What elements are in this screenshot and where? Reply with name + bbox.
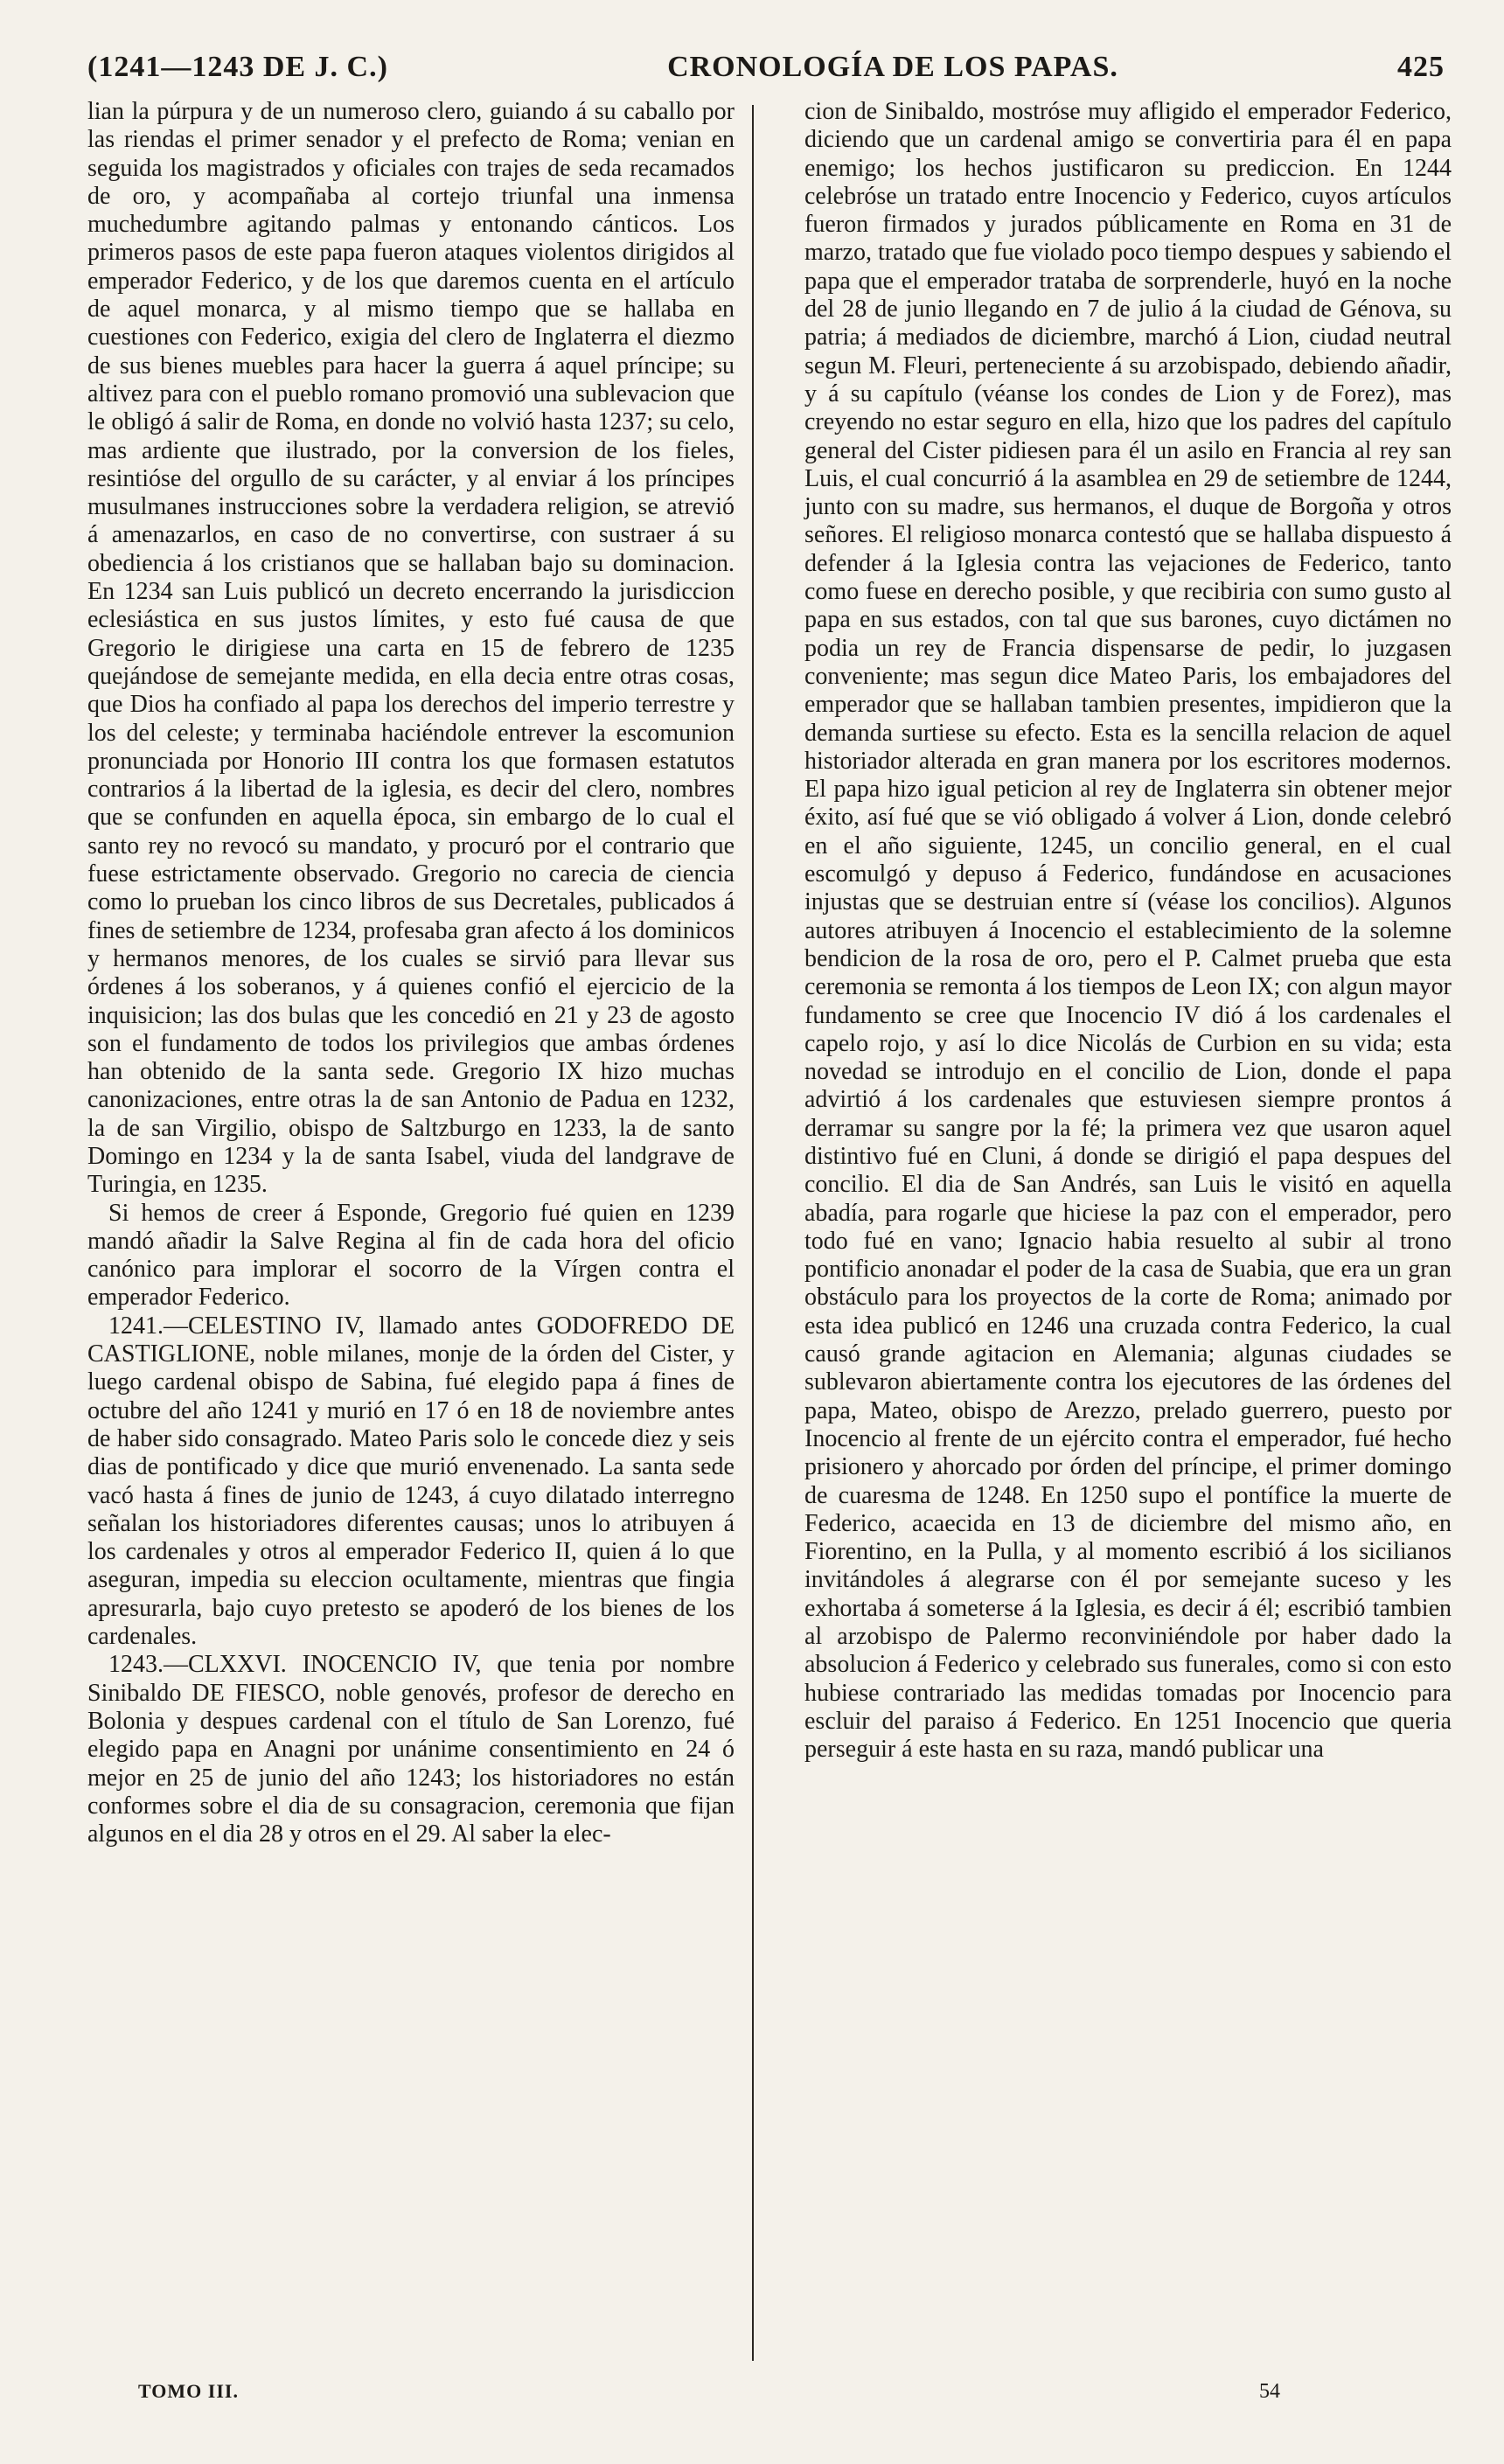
text-columns bbox=[87, 98, 1452, 2371]
right-column bbox=[804, 98, 1452, 2371]
paragraph-inocencio-continued: cion de Sinibaldo, mostróse muy afligido el emperador Federico, diciendo que un cardenal amigo se convertiria para él en papa enemigo; los hechos justificaron su prediccion. En 1244 celebróse un tratado entre Inocencio y Federico, cuyos artículos fueron firmados y jurados públicamente en Roma en 31 de marzo, tratado que fue violado poco tiempo despues y sabiendo el papa que el emperador trataba de sorprenderle, huyó en la noche del 28 de junio llegando en 7 de julio á la ciudad de Génova, su patria; á mediados de diciembre, marchó á Lion, ciudad neutral segun M. Fleuri, perteneciente á su arzobispado, debiendo añadir, y á su capítulo (véanse los condes de Lion y de Forez), mas creyendo no estar seguro en ella, hizo que los padres del capítulo general del Cister pidiesen para él un asilo en Francia al rey san Luis, el cual concurrió á la asamblea en 29 de setiembre de 1244, junto con su madre, sus hermanos, el duque de Borgoña y otros señores. El religioso monarca contestó que se hallaba dispuesto á defender á la Iglesia contra las vejaciones de Federico, tanto como fuese en derecho posible, y que recibiria con sumo gusto al papa en sus estados, con tal que sus barones, cuyo dictámen no podia un rey de Francia dispensarse de pedir, lo juzgasen conveniente; mas segun dice Mateo Paris, los embajadores del emperador que se hallaban tambien presentes, impidieron que la demanda surtiese su efecto. Esta es la sencilla relacion de aquel historiador alterada en gran manera por los escritores modernos. El papa hizo igual peticion al rey de Inglaterra sin obtener mejor éxito, así fué que se vió obligado á volver á Lion, donde celebró en el año siguiente, 1245, un concilio general, en el cual escomulgó y depuso á Federico, fundándose en acusaciones injustas que se destruian entre sí (véase los concilios). Algunos autores atribuyen á Inocencio el establecimiento de la solemne bendicion de la rosa de oro, pero el P. Calmet prueba que esta ceremonia se remonta á los tiempos de Leon IX; con algun mayor fundamento se cree que Inocencio IV dió á los cardenales el capelo rojo, y así lo dice Nicolás de Curbion en su vida; esta novedad se introdujo en el concilio de Lion, donde el papa advirtió á los cardenales que estuviesen siempre prontos á derramar su sangre por la fé; la primera vez que usaron aquel distintivo fué en Cluni, á donde se dirigió el papa despues del concilio. El dia de San Andrés, san Luis le visitó en aquella abadía, para rogarle que hiciese la paz con el emperador, pero todo fué en vano; Ignacio habia resuelto al subir al trono pontificio anonadar el poder de la casa de Suabia, que era un gran obstáculo para los proyectos de la corte de Roma; animado por esta idea publicó en 1246 una cruzada contra Federico, la cual causó grande agitacion en Alemania; algunas ciudades se sublevaron abiertamente contra los ejecutores de las órdenes del papa, Mateo, obispo de Arezzo, prelado guerrero, puesto por Inocencio al frente de un ejército contra el emperador, fué hecho prisionero y ahorcado por órden del príncipe, el primer domingo de cuaresma de 1248. En 1250 supo el pontífice la muerte de Federico, acaecida en 13 de diciembre del mismo año, en Fiorentino, en la Pulla, y al momento escribió á los sicilianos invitándoles á alegrarse con él por semejante suceso y les exhortaba á someterse á la Iglesia, es decir á él; escribió tambien al arzobispo de Palermo reconviniéndole por haber dado la absolucion á Federico y celebrado sus funerales, como si con esto hubiese contrariado las medidas tomadas por Inocencio para escluir del paraiso á Federico. En 1251 Inocencio que queria perseguir á este hasta en su raza, mandó publicar una bbox=[804, 98, 1452, 1764]
volume-label: TOMO III. bbox=[138, 2380, 239, 2402]
page-number: 425 bbox=[1397, 51, 1445, 83]
signature-mark: 54 bbox=[1259, 2380, 1280, 2403]
header-date-range: (1241—1243 DE J. C.) bbox=[87, 51, 388, 83]
header-title: CRONOLOGÍA DE LOS PAPAS. bbox=[667, 51, 1118, 83]
paragraph-gregorio: lian la púrpura y de un numeroso clero, guiando á su caballo por las riendas el primer senador y el prefecto de Roma; venian en seguida los magistrados y oficiales con trajes de seda recamados de oro, y acompañaba al cortejo triunfal una inmensa muchedumbre agitando palmas y entonando cánticos. Los primeros pasos de este papa fueron ataques violentos dirigidos al emperador Federico, y de los que daremos cuenta en el artículo de aquel monarca, y al mismo tiempo que se hallaba en cuestiones con Federico, exigia del clero de Inglaterra el diezmo de sus bienes muebles para hacer la guerra á aquel príncipe; su altivez para con el pueblo romano promovió una sublevacion que le obligó á salir de Roma, en donde no volvió hasta 1237; su celo, mas ardiente que ilustrado, por la conversion de los fieles, resintióse del orgullo de su carácter, y al enviar á los príncipes musulmanes instrucciones sobre la verdadera religion, se atrevió á amenazarlos, en caso de no convertirse, con sustraer á su obediencia á los cristianos que se hallaban bajo su dominacion. En 1234 san Luis publicó un decreto encerrando la jurisdiccion eclesiástica en sus justos límites, y esto fué causa de que Gregorio le dirigiese una carta en 15 de febrero de 1235 quejándose de semejante medida, en ella decia entre otras cosas, que Dios ha confiado al papa los derechos del imperio terrestre y los del celeste; y terminaba haciéndole entrever la escomunion pronunciada por Honorio III contra los que formasen estatutos contrarios á la libertad de la iglesia, es decir del clero, nombres que se confunden en aquella época, sin embargo de lo cual el santo rey no revocó su mandato, y procuró por el contrario que fuese estrictamente observado. Gregorio no carecia de ciencia como lo prueban los cinco libros de sus Decretales, publicados á fines de setiembre de 1234, profesaba gran afecto á los dominicos y hermanos menores, de los cuales se sirvió para llevar sus órdenes á los soberanos, y á quienes confió el ejercicio de la inquisicion; las dos bulas que les concedió en 21 y 23 de agosto son el fundamento de todos los privilegios que ambas órdenes han obtenido de la santa sede. Gregorio IX hizo muchas canonizaciones, entre otras la de san Antonio de Padua en 1232, la de san Virgilio, obispo de Saltzburgo en 1233, la de santo Domingo en 1234 y la de santa Isabel, viuda del landgrave de Turingia, en 1235. bbox=[87, 98, 735, 1199]
paragraph-inocencio-iv: 1243.—CLXXVI. INOCENCIO IV, que tenia por nombre Sinibaldo DE FIESCO, noble genovés, profesor de derecho en Bolonia y despues cardenal con el título de San Lorenzo, fué elegido papa en Anagni por unánime consentimiento en 24 ó mejor en 25 de junio del año 1243; los historiadores no están conformes sobre el dia de su consagracion, ceremonia que fijan algunos en el dia 28 y otros en el 29. Al saber la elec- bbox=[87, 1651, 735, 1848]
paragraph-salve-regina: Si hemos de creer á Esponde, Gregorio fué quien en 1239 mandó añadir la Salve Regina al fin de cada hora del oficio canónico para implorar el socorro de la Vírgen contra el emperador Federico. bbox=[87, 1199, 735, 1312]
paragraph-celestino-iv: 1241.—CELESTINO IV, llamado antes GODOFREDO DE CASTIGLIONE, noble milanes, monje de la órden del Cister, y luego cardenal obispo de Sabina, fué elegido papa á fines de octubre del año 1241 y murió en 17 ó en 18 de noviembre antes de haber sido consagrado. Mateo Paris solo le concede diez y seis dias de pontificado y dice que murió envenenado. La santa sede vacó hasta á fines de junio de 1243, á cuyo dilatado interregno señalan los historiadores diferentes causas; unos lo atribuyen á los cardenales y otros al emperador Federico II, quien á lo que aseguran, impedia su eleccion ocultamente, mientras que fingia apresurarla, bajo cuyo pretesto se apoderó de los bienes de los cardenales. bbox=[87, 1312, 735, 1651]
left-column bbox=[87, 98, 735, 2371]
running-header bbox=[87, 51, 1445, 100]
